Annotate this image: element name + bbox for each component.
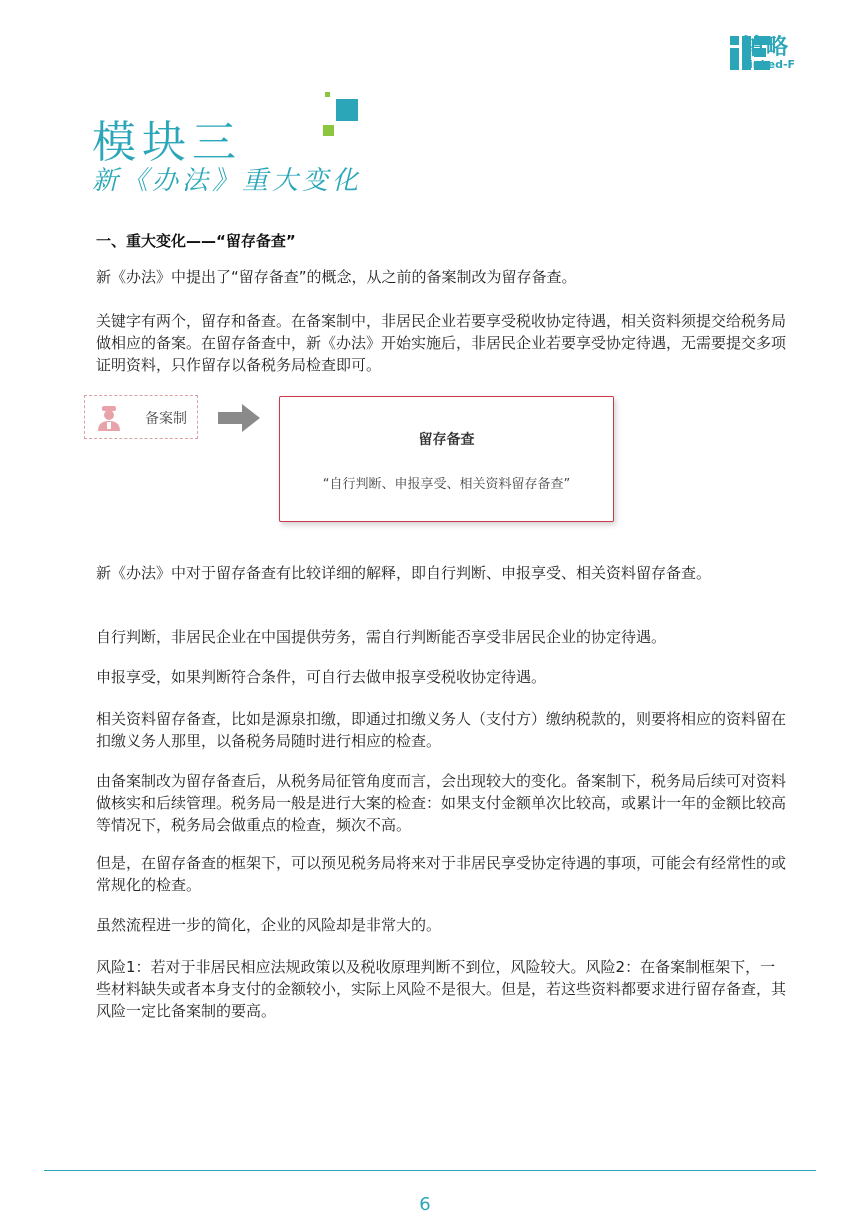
retention-box <box>279 396 614 522</box>
decorative-squares-icon <box>316 92 366 144</box>
retention-description: “自行判断、申报享受、相关资料留存备查” <box>322 477 571 492</box>
paragraph-5: 申报享受，如果判断符合条件，可自行去做申报享受税收协定待遇。 <box>96 668 547 686</box>
module-title: 模块三 <box>92 117 242 168</box>
retention-title: 留存备查 <box>418 432 475 448</box>
logo-name: 铂略 <box>742 35 791 60</box>
paragraph-8: 但是，在留存备查的框架下，可以预见税务局将来对于非居民享受协定待遇的事项，可能会有经常性的或常规化的检查。 <box>96 854 787 894</box>
section-heading: 一、重大变化——“留存备查” <box>96 232 296 250</box>
module-subtitle: 新《办法》重大变化 <box>92 166 363 196</box>
paragraph-6: 相关资料留存备查，比如是源泉扣缴，即通过扣缴义务人（支付方）缴纳税款的，则要将相应的资料留在扣缴义务人那里，以备税务局随时进行相应的检查。 <box>96 710 787 750</box>
paragraph-4: 自行判断，非居民企业在中国提供劳务，需自行判断能否享受非居民企业的协定待遇。 <box>96 628 667 646</box>
right-arrow-icon <box>218 404 262 432</box>
paragraph-7: 由备案制改为留存备查后，从税务局征管角度而言，会出现较大的变化。备案制下，税务局后续可对资料做核实和后续管理。税务局一般是进行大案的检查：如果支付金额单次比较高，或累计一年的金额比较高等情况下，税务局会做重点的检查，频次不高。 <box>96 772 787 834</box>
page-number: 6 <box>419 1194 431 1215</box>
paragraph-2: 关键字有两个，留存和备查。在备案制中，非居民企业若要享受税收协定待遇，相关资料须提交给税务局做相应的备案。在留存备查中，新《办法》开始实施后，非居民企业若要享受协定待遇，无需要提交多项证明资料，只作留存以备税务局检查即可。 <box>96 312 787 374</box>
officer-icon <box>95 404 123 432</box>
paragraph-3: 新《办法》中对于留存备查有比较详细的解释，即自行判断、申报享受、相关资料留存备查。 <box>96 564 712 582</box>
logo-subtitle: Linked-F <box>742 58 796 71</box>
paragraph-10: 风险1：若对于非居民相应法规政策以及税收原理判断不到位，风险较大。风险2：在备案制框架下，一些材料缺失或者本身支付的金额较小，实际上风险不是很大。但是，若这些资料都要求进行留存备查，其风险一定比备案制的要高。 <box>96 958 787 1020</box>
footer-divider <box>44 1170 816 1171</box>
paragraph-9: 虽然流程进一步的简化，企业的风险却是非常大的。 <box>96 916 442 934</box>
filing-system-box <box>84 395 198 439</box>
filing-system-label: 备案制 <box>145 411 187 427</box>
paragraph-1: 新《办法》中提出了“留存备查”的概念，从之前的备案制改为留存备查。 <box>96 268 577 286</box>
